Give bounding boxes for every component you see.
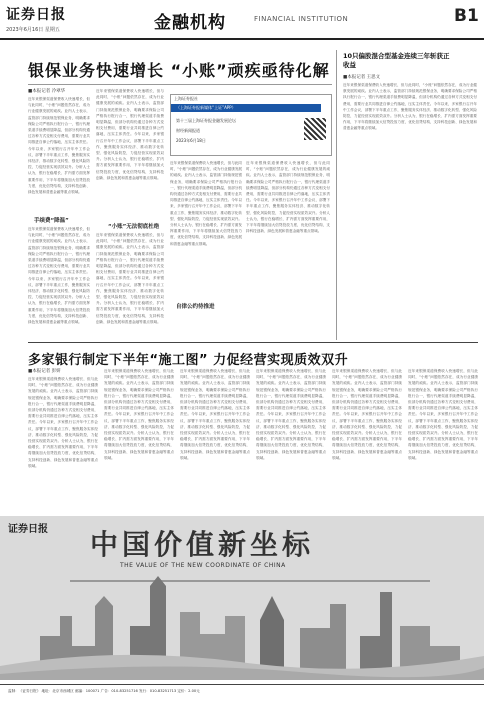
promo-line-1: 第十三届上海证券报金融发展论坛 [176,118,236,123]
masthead-divider [0,38,484,40]
right-body: 近年来银保渠道保费收入快速增长，但与此同时，“小账”问题依然存在，成为行业健康发展的顽疾。业内人士表示，监管部门持续规范银保业务，明确要求保险公司严格执行报行合一，银行代理渠道手续费明显降温，但部分机构仍通过各种方式变相支付费用，需要行业共同推进自律公约落地，压实主体责任。今年以来，多家银行召开年中工作会议，部署下半年重点工作，聚焦服务实体经济、推动数字化转型、强化风险防控，力促经营实现质效双升。分析人士认为，银行在稳增长、扩内需方面发挥重要作用，下半年将继续加大信贷投放力度，优化信贷结构，支持科技创新、绿色发展和普惠金融等重点领域。 [343,83,477,131]
section-title: 金融机构 [154,13,226,33]
second-col-5: 近年来银保渠道保费收入快速增长，但与此同时，“小账”问题依然存在，成为行业健康发展的顽疾。业内人士表示，监管部门持续规范银保业务，明确要求保险公司严格执行报行合一，银行代理渠道手续费明显降温，但部分机构仍通过各种方式变相支付费用，需要行业共同推进自律公约落地，压实主体责任。今年以来，多家银行召开年中工作会议，部署下半年重点工作，聚焦服务实体经济、推动数字化转型、强化风险防控，力促经营实现质效双升。分析人士认为，银行在稳增长、扩内需方面发挥重要作用，下半年将继续加大信贷投放力度，优化信贷结构，支持科技创新、绿色发展和普惠金融等重点领域。 [332,369,402,460]
second-col-1: 近年来银保渠道保费收入快速增长，但与此同时，“小账”问题依然存在，成为行业健康发展的顽疾。业内人士表示，监管部门持续规范银保业务，明确要求保险公司严格执行报行合一，银行代理渠道手续费明显降温，但部分机构仍通过各种方式变相支付费用，需要行业共同推进自律公约落地，压实主体责任。今年以来，多家银行召开年中工作会议，部署下半年重点工作，聚焦服务实体经济、推动数字化转型、强化风险防控，力促经营实现质效双升。分析人士认为，银行在稳增长、扩内需方面发挥重要作用，下半年将继续加大信贷投放力度，优化信贷结构，支持科技创新、绿色发展和普惠金融等重点领域。 [28,377,98,468]
second-byline: ■本报记者 彭妍 [28,369,61,374]
right-byline: ■本报记者 王思文 [343,75,381,80]
page-footer [0,684,484,701]
banner-title: 中国价值新坐标 [90,528,315,561]
second-col-3: 近年来银保渠道保费收入快速增长，但与此同时，“小账”问题依然存在，成为行业健康发展的顽疾。业内人士表示，监管部门持续规范银保业务，明确要求保险公司严格执行报行合一，银行代理渠道手续费明显降温，但部分机构仍通过各种方式变相支付费用，需要行业共同推进自律公约落地，压实主体责任。今年以来，多家银行召开年中工作会议，部署下半年重点工作，聚焦服务实体经济、推动数字化转型、强化风险防控，力促经营实现质效双升。分析人士认为，银行在稳增长、扩内需方面发挥重要作用，下半年将继续加大信贷投放力度，优化信贷结构，支持科技创新、绿色发展和普惠金融等重点领域。 [180,369,250,460]
page-number: B1 [454,6,479,26]
promo-line-3: 2023年6月18日 [176,138,206,143]
lead-byline: ■本报记者 冷翠华 [28,89,66,94]
lead-col-2b: 近年来银保渠道保费收入快速增长，但与此同时，“小账”问题依然存在，成为行业健康发展的顽疾。业内人士表示，监管部门持续规范银保业务，明确要求保险公司严格执行报行合一，银行代理渠道手续费明显降温，但部分机构仍通过各种方式变相支付费用，需要行业共同推进自律公约落地，压实主体责任。今年以来，多家银行召开年中工作会议，部署下半年重点工作，聚焦服务实体经济、推动数字化转型、强化风险防控，力促经营实现质效双升。分析人士认为，银行在稳增长、扩内需方面发挥重要作用，下半年将继续加大信贷投放力度，优化信贷结构，支持科技创新、绿色发展和普惠金融等重点领域。 [96,233,164,324]
qr-code-icon [304,118,326,140]
promo-title: 上海证券报社 [174,96,198,101]
section-subtitle: FINANCIAL INSTITUTION [254,15,349,23]
lead-subhead-1: 手续费“降温” [34,218,69,224]
banner-subtitle: THE VALUE OF THE NEW COORDINATE OF CHINA [120,562,286,569]
lead-headline: 银保业务快速增长 “小账”顽疾亟待化解 [28,61,330,80]
issue-date: 2023年6月16日 星期五 [6,27,60,33]
lead-col-1a: 近年来银保渠道保费收入快速增长，但与此同时，“小账”问题依然存在，成为行业健康发展的顽疾。业内人士表示，监管部门持续规范银保业务，明确要求保险公司严格执行报行合一，银行代理渠道手续费明显降温，但部分机构仍通过各种方式变相支付费用，需要行业共同推进自律公约落地，压实主体责任。今年以来，多家银行召开年中工作会议，部署下半年重点工作，聚焦服务实体经济、推动数字化转型、强化风险防控，力促经营实现质效双升。分析人士认为，银行在稳增长、扩内需方面发挥重要作用，下半年将继续加大信贷投放力度，优化信贷结构，支持科技创新、绿色发展和普惠金融等重点领域。 [28,97,90,195]
column-divider [336,50,337,340]
right-headline: 10只偏股混合型基金连续三年斩获正收益 [343,52,450,69]
second-col-2: 近年来银保渠道保费收入快速增长，但与此同时，“小账”问题依然存在，成为行业健康发展的顽疾。业内人士表示，监管部门持续规范银保业务，明确要求保险公司严格执行报行合一，银行代理渠道手续费明显降温，但部分机构仍通过各种方式变相支付费用，需要行业共同推进自律公约落地，压实主体责任。今年以来，多家银行召开年中工作会议，部署下半年重点工作，聚焦服务实体经济、推动数字化转型、强化风险防控，力促经营实现质效双升。分析人士认为，银行在稳增长、扩内需方面发挥重要作用，下半年将继续加大信贷投放力度，优化信贷结构，支持科技创新、绿色发展和普惠金融等重点领域。 [104,369,174,460]
lead-subhead-3: 自律公约待推进 [176,304,215,310]
footer-text: 监制：《证券日报》 地址：北京市西城区 邮编：100071 广告：010-83251716 发行：010-83251713 定价：2.00元 [8,689,200,693]
story-divider [28,342,478,343]
paper-logo: 证券日报 [6,7,66,23]
lead-col-3: 近年来银保渠道保费收入快速增长，但与此同时，“小账”问题依然存在，成为行业健康发展的顽疾。业内人士表示，监管部门持续规范银保业务，明确要求保险公司严格执行报行合一，银行代理渠道手续费明显降温，但部分机构仍通过各种方式变相支付费用，需要行业共同推进自律公约落地，压实主体责任。今年以来，多家银行召开年中工作会议，部署下半年重点工作，聚焦服务实体经济、推动数字化转型、强化风险防控，力促经营实现质效双升。分析人士认为，银行在稳增长、扩内需方面发挥重要作用，下半年将继续加大信贷投放力度，优化信贷结构，支持科技创新、绿色发展和普惠金融等重点领域。 [170,161,242,246]
lead-col-4: 近年来银保渠道保费收入快速增长，但与此同时，“小账”问题依然存在，成为行业健康发展的顽疾。业内人士表示，监管部门持续规范银保业务，明确要求保险公司严格执行报行合一，银行代理渠道手续费明显降温，但部分机构仍通过各种方式变相支付费用，需要行业共同推进自律公约落地，压实主体责任。今年以来，多家银行召开年中工作会议，部署下半年重点工作，聚焦服务实体经济、推动数字化转型、强化风险防控，力促经营实现质效双升。分析人士认为，银行在稳增长、扩内需方面发挥重要作用，下半年将继续加大信贷投放力度，优化信贷结构，支持科技创新、绿色发展和普惠金融等重点领域。 [246,161,330,234]
lead-col-2a: 近年来银保渠道保费收入快速增长，但与此同时，“小账”问题依然存在，成为行业健康发展的顽疾。业内人士表示，监管部门持续规范银保业务，明确要求保险公司严格执行报行合一，银行代理渠道手续费明显降温，但部分机构仍通过各种方式变相支付费用，需要行业共同推进自律公约落地，压实主体责任。今年以来，多家银行召开年中工作会议，部署下半年重点工作，聚焦服务实体经济、推动数字化转型、强化风险防控，力促经营实现质效双升。分析人士认为，银行在稳增长、扩内需方面发挥重要作用，下半年将继续加大信贷投放力度，优化信贷结构，支持科技创新、绿色发展和普惠金融等重点领域。 [96,89,164,180]
promo-line-2: 财经新闻报道 [176,128,200,133]
second-headline: 多家银行制定下半年“施工图” 力促经营实现质效双升 [28,353,349,368]
promo-bar-text: （上海证券报新媒体“上证”APP） [176,105,236,110]
headline-rule [28,84,332,85]
lead-col-1b: 近年来银保渠道保费收入快速增长，但与此同时，“小账”问题依然存在，成为行业健康发展的顽疾。业内人士表示，监管部门持续规范银保业务，明确要求保险公司严格执行报行合一，银行代理渠道手续费明显降温，但部分机构仍通过各种方式变相支付费用，需要行业共同推进自律公约落地，压实主体责任。今年以来，多家银行召开年中工作会议，部署下半年重点工作，聚焦服务实体经济、推动数字化转型、强化风险防控，力促经营实现质效双升。分析人士认为，银行在稳增长、扩内需方面发挥重要作用，下半年将继续加大信贷投放力度，优化信贷结构，支持科技创新、绿色发展和普惠金融等重点领域。 [28,227,90,325]
second-col-4: 近年来银保渠道保费收入快速增长，但与此同时，“小账”问题依然存在，成为行业健康发展的顽疾。业内人士表示，监管部门持续规范银保业务，明确要求保险公司严格执行报行合一，银行代理渠道手续费明显降温，但部分机构仍通过各种方式变相支付费用，需要行业共同推进自律公约落地，压实主体责任。今年以来，多家银行召开年中工作会议，部署下半年重点工作，聚焦服务实体经济、推动数字化转型、强化风险防控，力促经营实现质效双升。分析人士认为，银行在稳增长、扩内需方面发挥重要作用，下半年将继续加大信贷投放力度，优化信贷结构，支持科技创新、绿色发展和普惠金融等重点领域。 [256,369,326,460]
banner-logo: 证券日报 [8,524,48,535]
lead-subhead-2: “小账”无法彻底杜绝 [108,224,160,230]
second-col-6: 近年来银保渠道保费收入快速增长，但与此同时，“小账”问题依然存在，成为行业健康发展的顽疾。业内人士表示，监管部门持续规范银保业务，明确要求保险公司严格执行报行合一，银行代理渠道手续费明显降温，但部分机构仍通过各种方式变相支付费用，需要行业共同推进自律公约落地，压实主体责任。今年以来，多家银行召开年中工作会议，部署下半年重点工作，聚焦服务实体经济、推动数字化转型、强化风险防控，力促经营实现质效双升。分析人士认为，银行在稳增长、扩内需方面发挥重要作用，下半年将继续加大信贷投放力度，优化信贷结构，支持科技创新、绿色发展和普惠金融等重点领域。 [408,369,478,460]
